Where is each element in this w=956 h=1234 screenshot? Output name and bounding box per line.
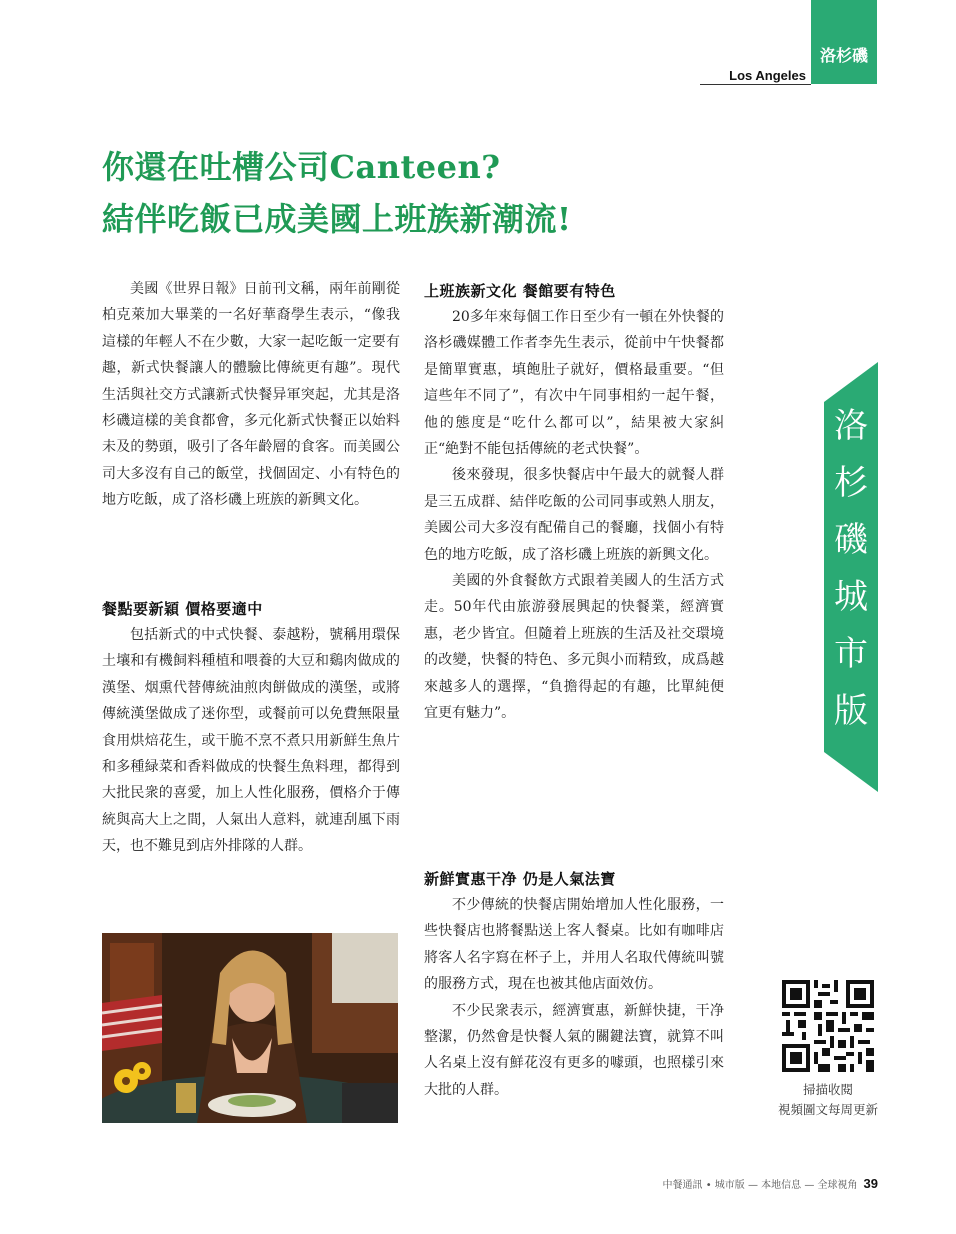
headline-line-2: 結伴吃飯已成美國上班族新潮流!: [102, 200, 572, 238]
section-tab-label: 洛杉磯: [819, 46, 868, 65]
subheading-food-price: [102, 596, 400, 622]
paragraph: 不少民衆表示，經濟實惠，新鮮快捷，干净整潔，仍然會是快餐人氣的關鍵法寶，就算不叫人名桌上沒有鮮花沒有更多的噱頭，也照樣引來大批的人群。: [424, 1002, 724, 1098]
banner-char: 城: [834, 577, 868, 617]
banner-char: 版: [834, 691, 868, 731]
qr-caption: [760, 1080, 896, 1120]
banner-char: 杉: [834, 463, 868, 503]
section-tab: [811, 0, 877, 84]
paragraph: 包括新式的中式快餐、泰越粉，號稱用環保土壤和有機飼料種植和喂養的大豆和鷄肉做成的漢堡、烟熏代替傳統油煎肉餅做成的漢堡，或將傳統漢堡做成了迷你型，或餐前可以免費無限量食用烘焙花生，或干脆不烹不煮只用新鮮生魚片和多種緑菜和香料做成的快餐生魚料理，都得到大批民衆的喜愛，加上人性化服務，價格介于傳統與高大上之間，人氣出人意料，就連刮風下雨天，也不難見到店外排隊的人群。: [102, 627, 400, 855]
qr-code-icon[interactable]: [782, 980, 874, 1072]
paragraph: 美國的外食餐飲方式跟着美國人的生活方式走。50年代由旅游發展興起的快餐業，經濟實惠，老少皆宜。但隨着上班族的生活及社交環境的改變，快餐的特色、多元與小而精致，成爲越來越多人的選擇，“負擔得起的有趣，比單純便宜更有魅力”。: [424, 573, 724, 722]
city-name-english: Los Angeles: [729, 68, 806, 83]
subheading: 新鮮實惠干净 仍是人氣法寶: [424, 870, 616, 888]
page-footer: [560, 1176, 878, 1191]
article-photo: [102, 933, 398, 1123]
article-left-body: [102, 622, 400, 860]
banner-char: 磯: [834, 520, 868, 560]
article-right-body-2: [424, 892, 724, 1103]
banner-char: 市: [834, 634, 868, 674]
paragraph: 20多年來每個工作日至少有一頓在外快餐的洛杉磯媒體工作者李先生表示，從前中午快餐都是簡單實惠，填飽肚子就好，價格最重要。“但這些年不同了”，有次中午同事相約一起午餐，他的態度是“吃什么都可以”，結果被大家糾正“絶對不能包括傳統的老式快餐”。: [424, 309, 724, 458]
footer-publication: 中餐通訊 • 城市版 — 本地信息 — 全球視角: [662, 1180, 858, 1191]
page-number: 39: [863, 1176, 878, 1191]
city-edition-banner-text: [824, 398, 878, 740]
subheading-office-culture: [424, 278, 724, 304]
restaurant-scene-image: [102, 933, 398, 1123]
article-left-intro: [102, 276, 400, 514]
header-divider: [700, 84, 811, 85]
paragraph: 不少傳統的快餐店開始增加人性化服務，一些快餐店也將餐點送上客人餐桌。比如有咖啡店將客人名字寫在杯子上，并用人名取代傳統叫號的服務方式，現在也被其他店面效仿。: [424, 897, 724, 993]
subheading-fresh-value: [424, 866, 724, 892]
subheading: 上班族新文化 餐館要有特色: [424, 282, 616, 300]
article-right-body-1: [424, 304, 724, 727]
qr-caption-line-1: 掃描收閱: [802, 1082, 853, 1097]
headline-line-1: 你還在吐槽公司Canteen?: [102, 148, 501, 186]
qr-caption-line-2: 視頻圖文每周更新: [777, 1102, 878, 1117]
paragraph: 後來發現，很多快餐店中午最大的就餐人群是三五成群、結伴吃飯的公司同事或熟人朋友，美國公司大多沒有配備自己的餐廳，找個小有特色的地方吃飯，成了洛杉磯上班族的新興文化。: [424, 467, 724, 563]
banner-char: 洛: [834, 406, 868, 446]
subheading: 餐點要新穎 價格要適中: [102, 600, 263, 618]
paragraph: 美國《世界日報》日前刊文稱，兩年前剛從柏克萊加大畢業的一名好華裔學生表示，“像我這樣的年輕人不在少數，大家一起吃飯一定要有趣，新式快餐讓人的體驗比傳統更有趣”。現代生活與社交方式讓新式快餐异軍突起，尤其是洛杉磯這樣的美食都會，多元化新式快餐正以始料未及的勢頭，吸引了各年齡層的食客。而美國公司大多沒有自己的飯堂，找個固定、小有特色的地方吃飯，成了洛杉磯上班族的新興文化。: [102, 281, 400, 509]
